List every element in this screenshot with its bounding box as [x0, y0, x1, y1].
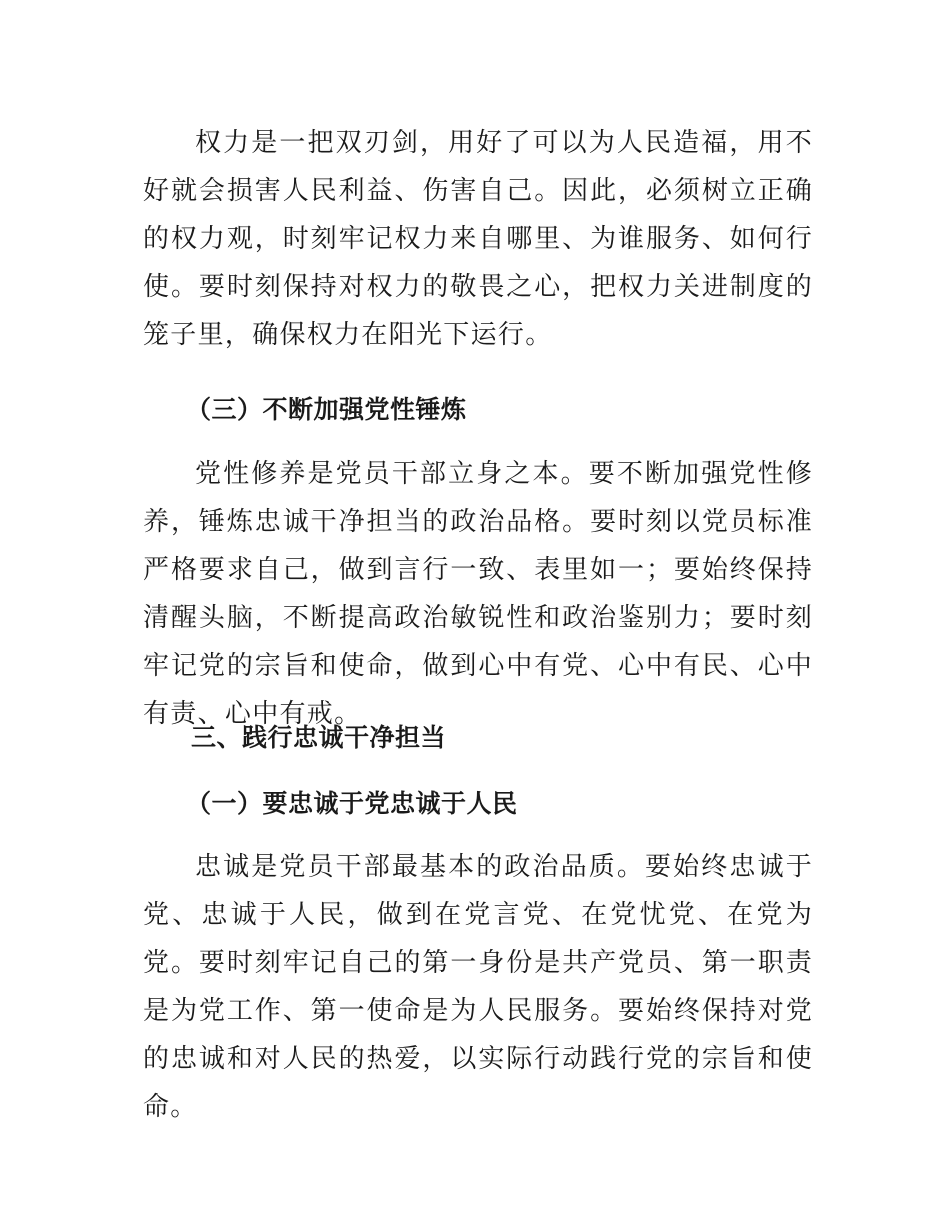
heading-section-3: （三）不断加强党性锤炼 [186, 395, 467, 424]
paragraph-party-spirit: 党性修养是党员干部立身之本。要不断加强党性修养，锤炼忠诚干净担当的政治品格。要时刻以党员标准严格要求自己，做到言行一致、表里如一；要始终保持清醒头脑，不断提高政治敏锐性和政治鉴别力；要时刻牢记党的宗旨和使命，做到心中有党、心中有民、心中有责、心中有戒。 [143, 459, 813, 729]
heading-section-1: （一）要忠诚于党忠诚于人民 [186, 789, 518, 818]
paragraph-power: 权力是一把双刃剑，用好了可以为人民造福，用不好就会损害人民利益、伤害自己。因此，必须树立正确的权力观，时刻牢记权力来自哪里、为谁服务、如何行使。要时刻保持对权力的敬畏之心，把权力关进制度的笼子里，确保权力在阳光下运行。 [143, 128, 813, 350]
heading-part-3: 三、践行忠诚干净担当 [191, 723, 447, 752]
paragraph-loyalty: 忠诚是党员干部最基本的政治品质。要始终忠诚于党、忠诚于人民，做到在党言党、在党忧党、在党为党。要时刻牢记自己的第一身份是共产党员、第一职责是为党工作、第一使命是为人民服务。要始终保持对党的忠诚和对人民的热爱，以实际行动践行党的宗旨和使命。 [143, 852, 813, 1122]
